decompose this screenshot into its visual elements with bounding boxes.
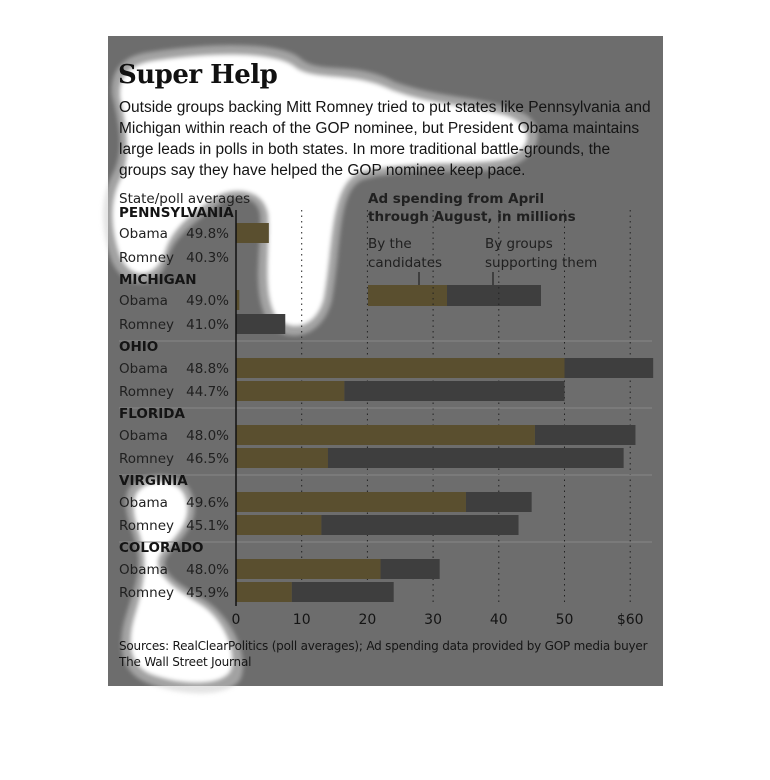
bar-groups	[321, 515, 518, 535]
poll-value: 41.0%	[186, 317, 229, 333]
candidate-label: Obama	[119, 361, 168, 377]
poll-value: 48.0%	[186, 428, 229, 444]
x-tick-label: 30	[424, 612, 443, 628]
chart-bars	[236, 223, 653, 602]
candidate-label: Obama	[119, 495, 168, 511]
poll-value: 48.0%	[186, 562, 229, 578]
legend-groups-line2: supporting them	[485, 255, 598, 271]
bar-candidates	[236, 559, 381, 579]
bar-groups	[236, 314, 285, 334]
bar-groups	[565, 358, 654, 378]
state-label: MICHIGAN	[119, 272, 197, 288]
spend-header-line2: through August, in millions	[368, 209, 576, 225]
legend-swatch-groups	[447, 285, 541, 306]
legend-swatch-candidates	[368, 285, 447, 306]
legend-candidates-line2: candidates	[368, 255, 443, 271]
poll-value: 49.0%	[186, 293, 229, 309]
bar-groups	[535, 425, 636, 445]
bar-groups	[344, 381, 564, 401]
chart-dek: Outside groups backing Mitt Romney tried to put states like Pennsylvania and Michigan within reach of the GOP nominee, but President Obama maintains large leads in polls in both states. In more traditional battle-grounds, the groups say they have helped the GOP nominee keep pace.	[119, 99, 651, 179]
chart-source: Sources: RealClearPolitics (poll averages); Ad spending data provided by GOP media buyer	[119, 639, 648, 653]
state-label: VIRGINIA	[119, 473, 188, 489]
state-label: PENNSYLVANIA	[119, 205, 234, 221]
candidate-label: Obama	[119, 226, 168, 242]
candidate-label: Romney	[119, 585, 175, 601]
candidate-label: Romney	[119, 518, 175, 534]
candidate-label: Obama	[119, 293, 168, 309]
poll-value: 49.8%	[186, 226, 229, 242]
legend-groups-line1: By groups	[485, 236, 553, 252]
candidate-label: Obama	[119, 562, 168, 578]
candidate-label: Romney	[119, 384, 175, 400]
poll-value: 44.7%	[186, 384, 229, 400]
poll-value: 48.8%	[186, 361, 229, 377]
poll-value: 45.9%	[186, 585, 229, 601]
bar-groups	[328, 448, 624, 468]
candidate-label: Romney	[119, 451, 175, 467]
bar-groups	[381, 559, 440, 579]
state-label: COLORADO	[119, 540, 204, 556]
x-tick-label: 50	[555, 612, 574, 628]
bar-candidates	[236, 223, 269, 243]
chart-title: Super Help	[118, 60, 278, 90]
x-axis-ticks	[232, 612, 644, 628]
state-label: FLORIDA	[119, 406, 185, 422]
bar-groups	[292, 582, 394, 602]
legend-candidates-line1: By the	[368, 236, 412, 252]
bar-candidates	[236, 381, 344, 401]
poll-value: 46.5%	[186, 451, 229, 467]
x-tick-label: 20	[358, 612, 377, 628]
poll-header: State/poll averages	[119, 191, 251, 207]
chart-legend	[368, 236, 597, 306]
spend-header-line1: Ad spending from April	[368, 191, 545, 207]
chart-credit: The Wall Street Journal	[119, 655, 252, 669]
poll-value: 40.3%	[186, 250, 229, 266]
x-tick-label: $60	[616, 612, 644, 628]
poll-value: 49.6%	[186, 495, 229, 511]
x-tick-label: 0	[231, 612, 241, 628]
x-tick-label: 40	[489, 612, 508, 628]
bar-candidates	[236, 425, 535, 445]
x-tick-label: 10	[292, 612, 311, 628]
bar-candidates	[236, 515, 321, 535]
state-label: OHIO	[119, 339, 159, 355]
bar-groups	[466, 492, 532, 512]
bar-candidates	[236, 582, 292, 602]
poll-value: 45.1%	[186, 518, 229, 534]
bar-candidates	[236, 492, 466, 512]
candidate-label: Obama	[119, 428, 168, 444]
candidate-label: Romney	[119, 250, 175, 266]
bar-candidates	[236, 358, 565, 378]
candidate-label: Romney	[119, 317, 175, 333]
bar-candidates	[236, 448, 328, 468]
